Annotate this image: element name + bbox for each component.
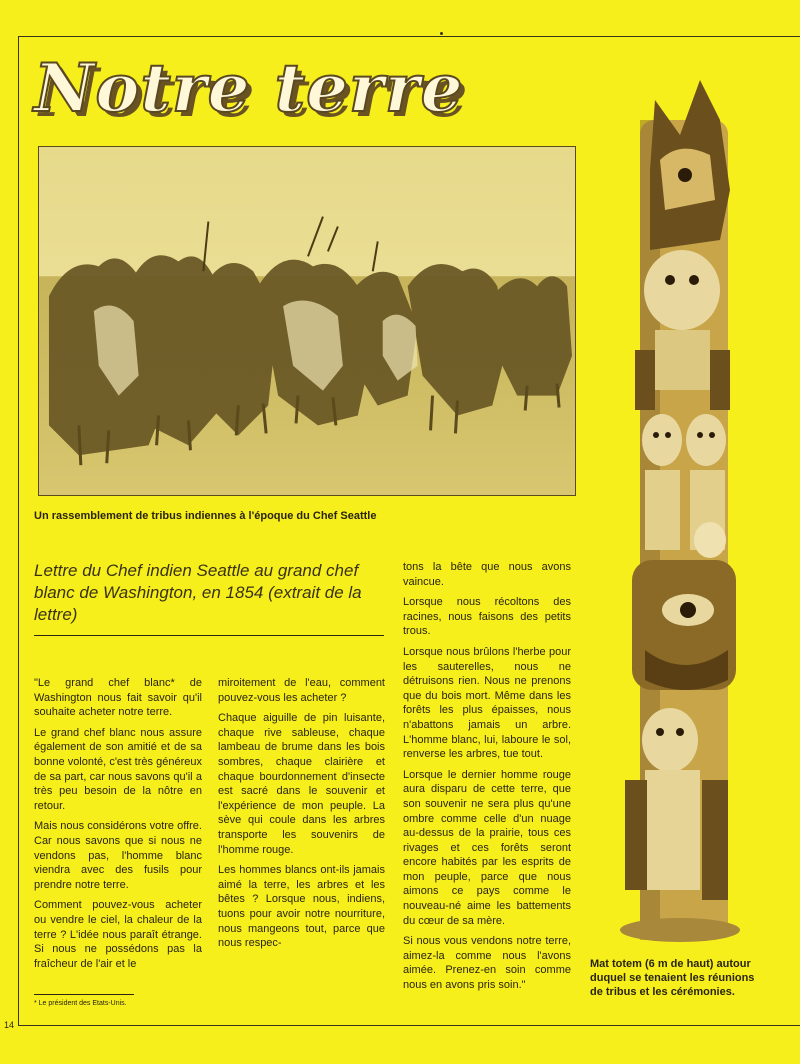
page-title: Notre terre: [34, 49, 464, 127]
footnote-divider: [34, 994, 134, 995]
totem-pole-photo: [610, 80, 748, 946]
print-mark: [440, 32, 443, 35]
paragraph: miroitement de l'eau, comment pouvez-vous les acheter ?: [218, 677, 385, 704]
page-number: 14: [4, 1020, 15, 1030]
letter-intro: Lettre du Chef indien Seattle au grand chef blanc de Washington, en 1854 (extrait de la lettre): [34, 561, 362, 624]
totem-caption: Mat totem (6 m de haut) autour duquel se tenaient les réunions de tribus et les cérémonies.: [590, 958, 755, 998]
paragraph: tons la bête que nous avons vaincue.: [403, 561, 571, 588]
paragraph: Comment pouvez-vous acheter ou vendre le ciel, la chaleur de la terre ? L'idée nous paraît étrange. Si nous ne possédons pas la fraîcheur de l'air et le: [34, 899, 202, 970]
paragraph: Le grand chef blanc nous assure également de son amitié et de sa bonne volonté, c'est très généreux de sa part, car nous savons qu'il a très peu besoin de la nôtre en retour.: [34, 726, 202, 812]
paragraph: Mais nous considérons votre offre. Car nous savons que si nous ne vendons pas, l'homme blanc viendra avec des fusils pour prendre notre terre.: [34, 820, 202, 891]
paragraph: Si nous vous vendons notre terre, aimez-la comme nous l'avons aimée. Prenez-en soin comme nous en avons pris soin.": [403, 935, 571, 992]
paragraph: Les hommes blancs ont-ils jamais aimé la terre, les arbres et les bêtes ? Lorsque nous, indiens, tuons pour avoir notre nourriture, nous mangeons tout, parce que nous respec-: [218, 864, 385, 950]
paragraph: Lorsque nous brûlons l'herbe pour les sauterelles, nous ne détruisons rien. Nous ne prenons que du bois mort. Même dans les forêts les plus épaisses, nous n'abattons jamais un arbre. L'homme blanc, lui, laboure le sol, renverse les arbres, tue tout.: [403, 645, 571, 761]
paragraph: Lorsque nous récoltons des racines, nous faisons des petits trous.: [403, 596, 571, 638]
text-column-2: [218, 676, 385, 957]
paragraph: Chaque aiguille de pin luisante, chaque rive sableuse, chaque lambeau de brume dans les bois sombres, chaque clairière et chaque bourdonnement d'insecte est sacré dans le souvenir et l'expérience de mon peuple. La sève qui coule dans les arbres transporte les souvenirs de l'homme rouge.: [218, 712, 385, 856]
footnote: * Le président des Etats-Unis.: [34, 1000, 127, 1007]
text-column-1: [34, 676, 202, 977]
photo-caption: Un rassemblement de tribus indiennes à l'époque du Chef Seattle: [34, 510, 377, 522]
paragraph: Lorsque le dernier homme rouge aura disparu de cette terre, que son souvenir ne sera plus qu'une ombre comme celle d'un nuage au-dessus de la prairie, tous ces rivages et ces forêts seront encore habités par les esprits de mon peuple, parce que nous aimons ce pays comme le nouveau-né aime les battements du cœur de sa mère.: [403, 768, 571, 927]
text-column-3: [403, 560, 571, 999]
tribes-gathering-photo: [38, 146, 576, 496]
intro-divider: [34, 635, 384, 636]
paragraph: "Le grand chef blanc* de Washington nous fait savoir qu'il souhaite acheter notre terre.: [34, 677, 202, 719]
